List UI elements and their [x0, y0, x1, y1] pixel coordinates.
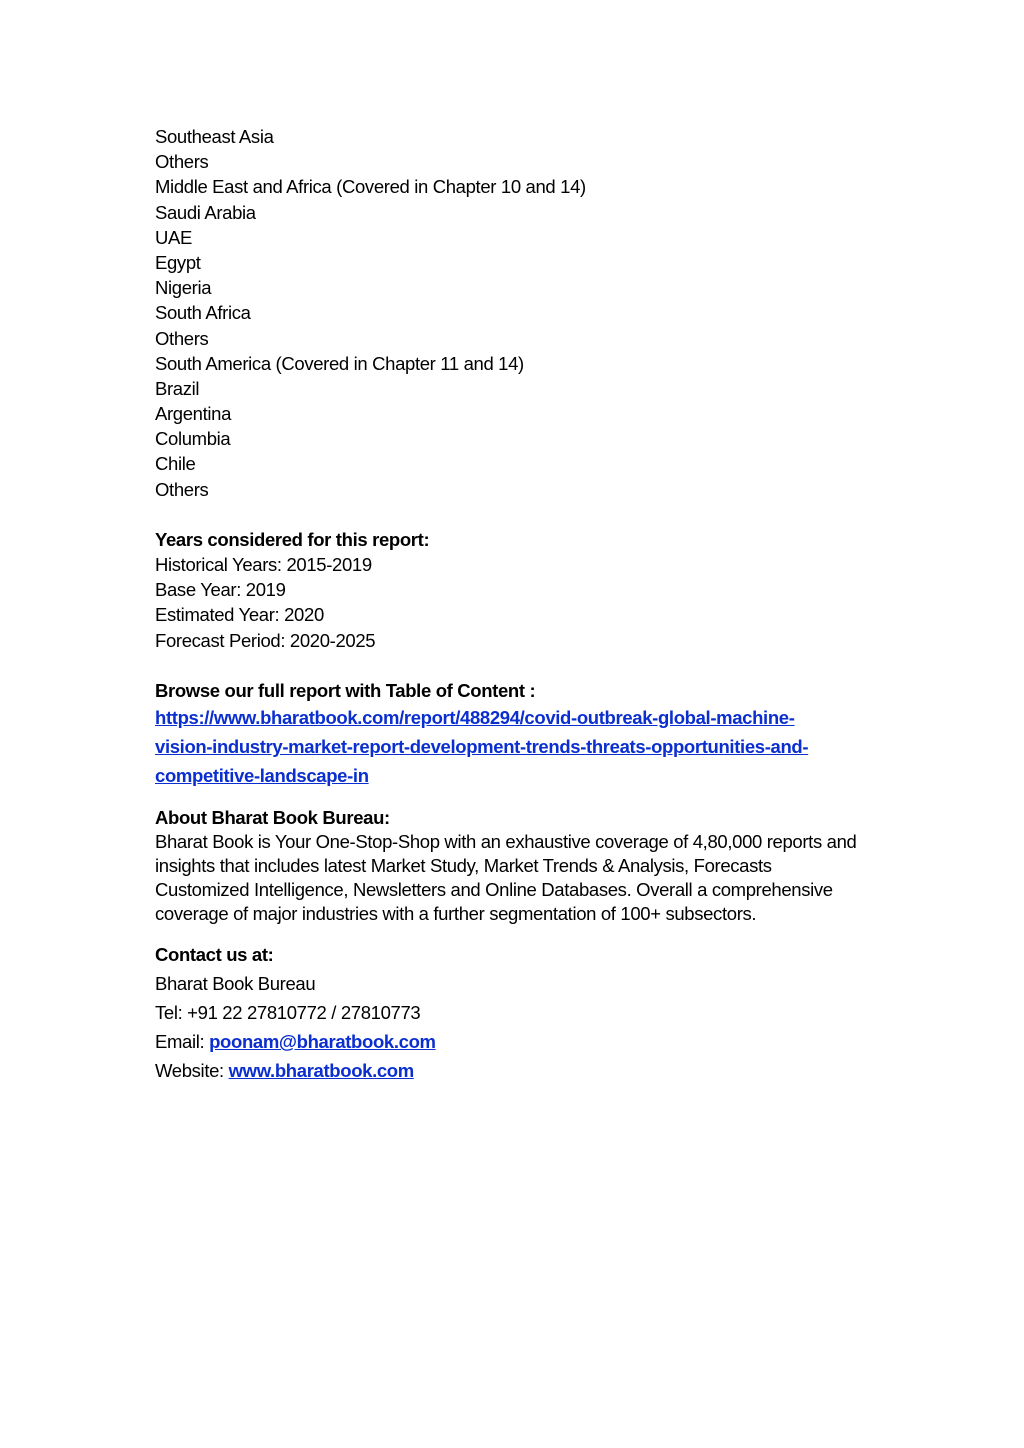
spacer [155, 502, 875, 527]
contact-tel: Tel: +91 22 27810772 / 27810773 [155, 1002, 421, 1024]
about-text: Bharat Book is Your One-Stop-Shop with an exhaustive coverage of 4,80,000 reports and insights that includes latest Market Study, Market Trends & Analysis, Forecasts Customized Intelligence, Newsletters and Online Databases. Overall a comprehensive coverage of major industries with a further segmentation of 100+ subsectors. [155, 831, 857, 925]
spacer [155, 926, 875, 940]
region-item: Argentina [155, 403, 232, 425]
contact-section [155, 940, 875, 1085]
spacer [155, 790, 875, 805]
spacer [155, 653, 875, 678]
email-label: Email: [155, 1031, 210, 1053]
about-heading: About Bharat Book Bureau: [155, 806, 390, 828]
browse-heading: Browse our full report with Table of Content : [155, 679, 536, 701]
region-item: Egypt [155, 251, 201, 273]
years-heading: Years considered for this report: [155, 528, 430, 550]
browse-section [155, 678, 875, 790]
region-item: South America (Covered in Chapter 11 and 14) [155, 352, 524, 374]
contact-company: Bharat Book Bureau [155, 973, 316, 995]
region-item: Saudi Arabia [155, 201, 256, 223]
years-item: Base Year: 2019 [155, 579, 286, 601]
region-item: Brazil [155, 377, 200, 399]
region-list [155, 124, 875, 502]
document-page [155, 124, 875, 1085]
report-url-link[interactable]: vision-industry-market-report-development-trends-threats-opportunities-and- [155, 735, 809, 757]
email-link[interactable]: poonam@bharatbook.com [209, 1031, 436, 1053]
region-item: Others [155, 151, 209, 173]
contact-website-row [155, 1056, 875, 1085]
region-item: Chile [155, 453, 196, 475]
region-item: South Africa [155, 302, 251, 324]
report-url-link[interactable]: competitive-landscape-in [155, 764, 369, 786]
contact-email-row [155, 1027, 875, 1056]
region-item: UAE [155, 226, 192, 248]
region-item: Columbia [155, 428, 231, 450]
contact-heading: Contact us at: [155, 944, 274, 966]
region-item: Others [155, 327, 209, 349]
region-item: Southeast Asia [155, 126, 274, 147]
years-item: Estimated Year: 2020 [155, 604, 324, 626]
region-item: Middle East and Africa (Covered in Chapter 10 and 14) [155, 176, 586, 198]
website-label: Website: [155, 1060, 229, 1082]
region-item: Nigeria [155, 277, 212, 299]
region-item: Others [155, 478, 209, 500]
years-item: Forecast Period: 2020-2025 [155, 629, 376, 651]
website-link[interactable]: www.bharatbook.com [228, 1060, 414, 1082]
years-section [155, 527, 875, 653]
about-section [155, 805, 875, 926]
report-url-link[interactable]: https://www.bharatbook.com/report/488294/covid-outbreak-global-machine- [155, 706, 795, 728]
years-item: Historical Years: 2015-2019 [155, 554, 372, 575]
